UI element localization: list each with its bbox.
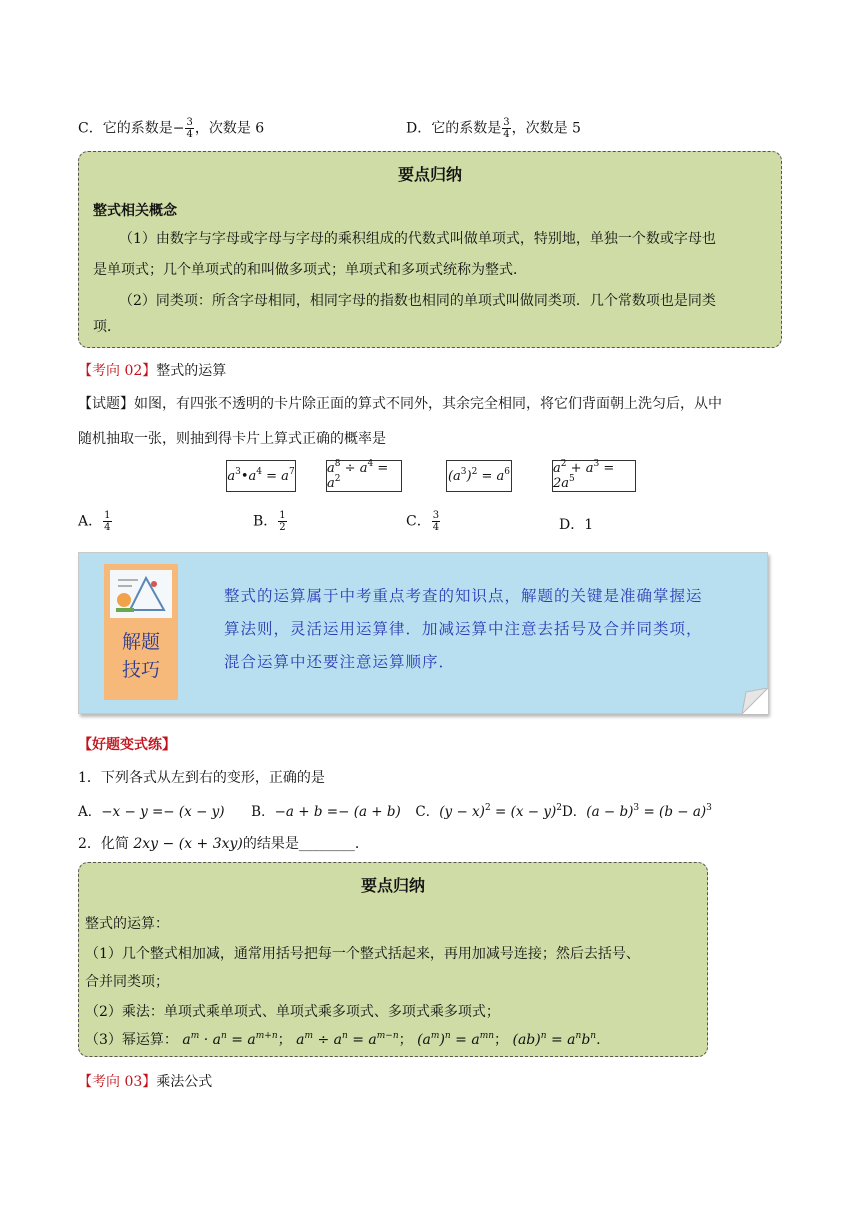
math-tools-illustration xyxy=(110,570,172,618)
section-heading-03: 【考向 03】乘法公式 xyxy=(78,1074,213,1090)
formula-card-1: $a^3•a^4 = a^7$ xyxy=(226,460,296,492)
box-paragraph-2-line-2: 项． xyxy=(93,319,121,335)
formula-card-4: $a^2 + a^3 = 2a^5$ xyxy=(552,460,636,492)
formula-card-3: $(a^3)^2 = a^6$ xyxy=(446,460,512,492)
practice-question-1-options: A．−x − y =− (x − y) B．−a + b =− (a + b) C．$(y - x)^2 = (x - y)^2D$．$(a - b)^3 = (b - a)^3$ xyxy=(78,803,712,820)
box-subtitle: 整式相关概念 xyxy=(93,203,177,219)
power-rule-product-power: $(ab)^n = a^nb^n$ xyxy=(512,1031,597,1048)
box2-line-3: 合并同类项； xyxy=(85,974,169,990)
option-c: C．它的系数是− $\frac{3}{4}$ ，次数是 6 xyxy=(78,117,265,140)
box-paragraph-1-line-2: 是单项式；几个单项式的和叫做多项式；单项式和多项式统称为整式． xyxy=(93,262,527,278)
practice-heading: 【好题变式练】 xyxy=(78,737,176,753)
box2-line-2: （1）几个整式相加减，通常用括号把每一个整式括起来，再用加减号连接；然后去括号、 xyxy=(85,946,640,962)
option-d: D．它的系数是 $\frac{3}{4}$ ，次数是 5 xyxy=(406,117,581,140)
box2-line-4: （2）乘法：单项式乘单项式、单项式乘多项式、多项式乘多项式； xyxy=(85,1004,500,1020)
power-rule-product: $a^m \cdot a^n = a^{m+n}$ xyxy=(182,1031,278,1048)
trial-question-line-2: 随机抽取一张，则抽到得卡片上算式正确的概率是 xyxy=(78,431,386,447)
trial-question-line-1: 【试题】如图，有四张不透明的卡片除正面的算式不同外，其余完全相同，将它们背面朝上洗匀后，从中 xyxy=(78,396,722,412)
box2-line-1: 整式的运算： xyxy=(85,916,169,932)
answer-option-d: D．1 xyxy=(559,517,594,533)
tip-panel xyxy=(78,552,768,714)
box-paragraph-1-line-1: （1）由数字与字母或字母与字母的乘积组成的代数式叫做单项式，特别地，单独一个数或字母也 xyxy=(119,231,716,247)
section-heading-02: 【考向 02】整式的运算 xyxy=(78,363,227,379)
power-rule-power: $(a^m)^n = a^{mn}$ xyxy=(417,1031,495,1048)
tip-text: 整式的运算属于中考重点考查的知识点，解题的关键是准确掌握运 算法则，灵活运用运算律．加减运算中注意去括号及合并同类项， 混合运算中还要注意运算顺序． xyxy=(224,587,703,671)
summary-box-concepts xyxy=(78,151,782,348)
power-rule-quotient: $a^m \div a^n = a^{m-n}$ xyxy=(296,1031,399,1048)
box-title: 要点归纳 xyxy=(397,165,462,184)
formula-card-2: $a^8 \div a^4 = a^2$ xyxy=(326,460,402,492)
tip-label: 解题 技巧 xyxy=(121,631,160,681)
page-curl-icon xyxy=(742,688,768,714)
answer-option-a: A． $\frac{1}{4}$ xyxy=(78,510,111,533)
box2-line-5: （3）幂运算： $a^m \cdot a^n = a^{m+n}$； $a^m \div a^n = a^{m-n}$； $(a^m)^n = a^{mn}$； $(ab)^n = a^nb^n$. xyxy=(85,1031,601,1048)
summary-box-operations xyxy=(78,862,708,1057)
practice-question-2: 2．化简 2xy − (x + 3xy)的结果是________． xyxy=(78,836,369,852)
box-title: 要点归纳 xyxy=(360,876,425,895)
practice-question-1: 1．下列各式从左到右的变形，正确的是 xyxy=(78,770,325,786)
answer-option-c: C． $\frac{3}{4}$ xyxy=(406,510,440,533)
answer-option-b: B． $\frac{1}{2}$ xyxy=(253,510,286,533)
box-paragraph-2-line-1: （2）同类项：所含字母相同，相同字母的指数也相同的单项式叫做同类项．几个常数项也是同类 xyxy=(119,293,716,309)
